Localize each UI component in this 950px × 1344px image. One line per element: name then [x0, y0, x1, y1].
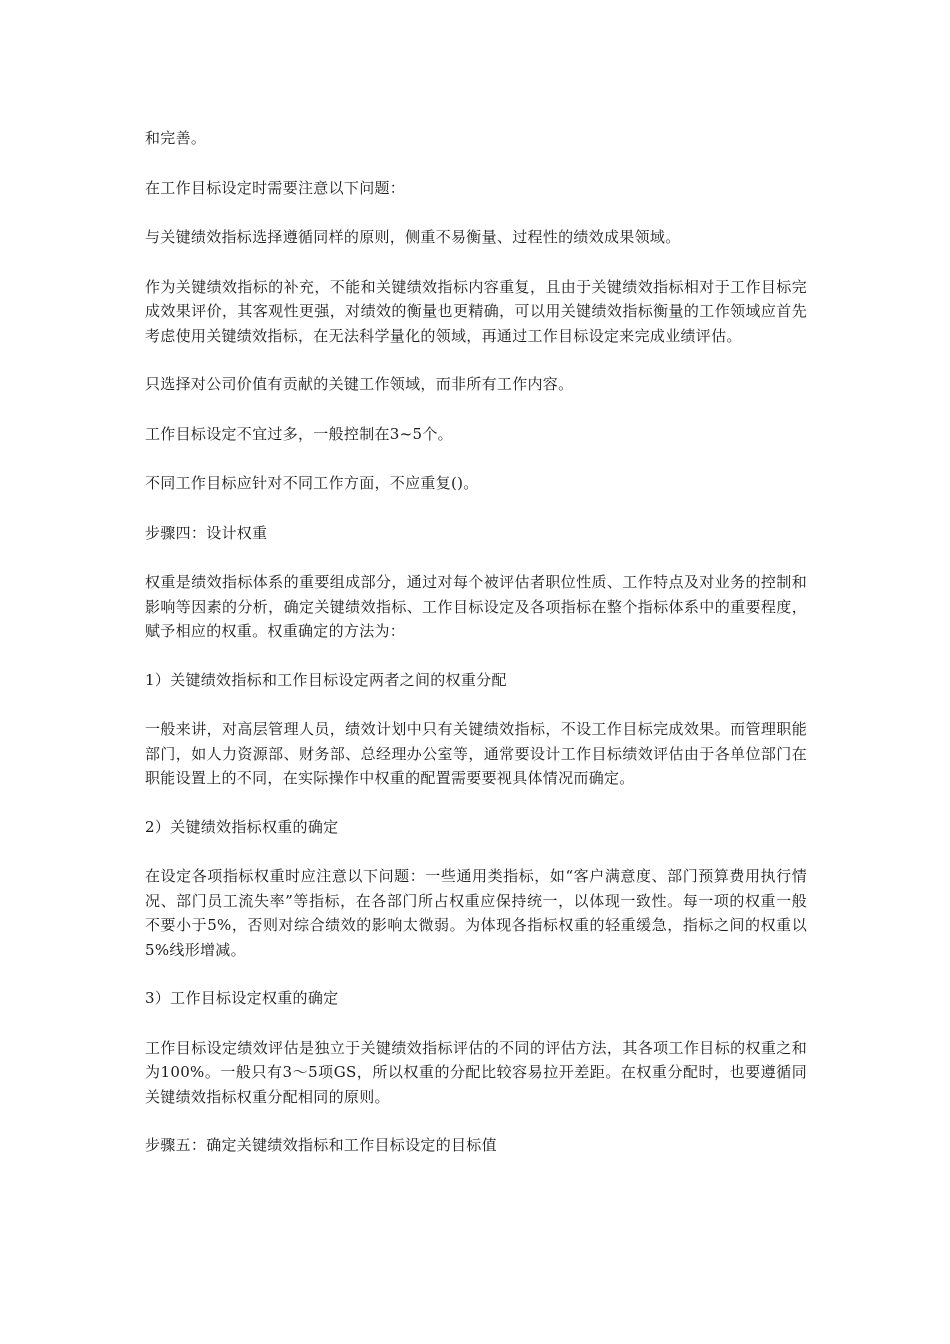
heading-weight-allocation: 1）关键绩效指标和工作目标设定两者之间的权重分配: [145, 670, 507, 689]
heading-kpi-weight: 2）关键绩效指标权重的确定: [145, 817, 339, 836]
paragraph-continuation: 和完善。: [145, 129, 207, 147]
heading-goal-weight: 3）工作目标设定权重的确定: [145, 989, 339, 1007]
paragraph-key-areas: 只选择对公司价值有贡献的关键工作领域，而非所有工作内容。: [145, 375, 574, 393]
paragraph-goal-setting-notes: 在工作目标设定时需要注意以下问题：: [145, 178, 406, 197]
paragraph-no-repeat: 不同工作目标应针对不同工作方面，不应重复()。: [145, 474, 479, 492]
paragraph-kpi-weight: 在设定各项指标权重时应注意以下问题：一些通用类指标，如“客户满意度、部门预算费用执行情况、部门员工流失率”等指标，在各部门所占权重应保持统一，以体现一致性。每一项的权重一般不要小于5%，否则对综合绩效的影响太微弱。为体现各指标权重的轻重缓急，指标之间的权重以5%线形增减。: [145, 867, 807, 959]
paragraph-supplement: 作为关键绩效指标的补充，不能和关键绩效指标内容重复，且由于关键绩效指标相对于工作目标完成效果评价，其客观性更强，对绩效的衡量也更精确，可以用关键绩效指标衡量的工作领域应首先考虑使用关键绩效指标，在无法科学量化的领域，再通过工作目标设定来完成业绩评估。: [145, 277, 807, 345]
paragraph-principle: 与关键绩效指标选择遵循同样的原则，侧重不易衡量、过程性的绩效成果领域。: [145, 228, 681, 246]
paragraph-goal-weight: 工作目标设定绩效评估是独立于关键绩效指标评估的不同的评估方法，其各项工作目标的权重之和为100%。一般只有3～5项GS，所以权重的分配比较容易拉开差距。在权重分配时，也要遵循同关键绩效指标权重分配相同的原则。: [145, 1038, 807, 1106]
paragraph-weight-intro: 权重是绩效指标体系的重要组成部分，通过对每个被评估者职位性质、工作特点及对业务的控制和影响等因素的分析，确定关键绩效指标、工作目标设定及各项指标在整个指标体系中的重要程度，赋予相应的权重。权重确定的方法为：: [145, 573, 807, 640]
paragraph-goal-count: 工作目标设定不宜过多，一般控制在3~5个。: [145, 424, 453, 443]
heading-step-four: 步骤四：设计权重: [145, 523, 268, 542]
paragraph-weight-allocation: 一般来讲，对高层管理人员，绩效计划中只有关键绩效指标，不设工作目标完成效果。而管理职能部门，如人力资源部、财务部、总经理办公室等，通常要设计工作目标绩效评估由于各单位部门在职能设置上的不同，在实际操作中权重的配置需要要视具体情况而确定。: [145, 720, 807, 787]
document-page: [145, 126, 807, 1183]
heading-step-five: 步骤五：确定关键绩效指标和工作目标设定的目标值: [145, 1136, 497, 1154]
